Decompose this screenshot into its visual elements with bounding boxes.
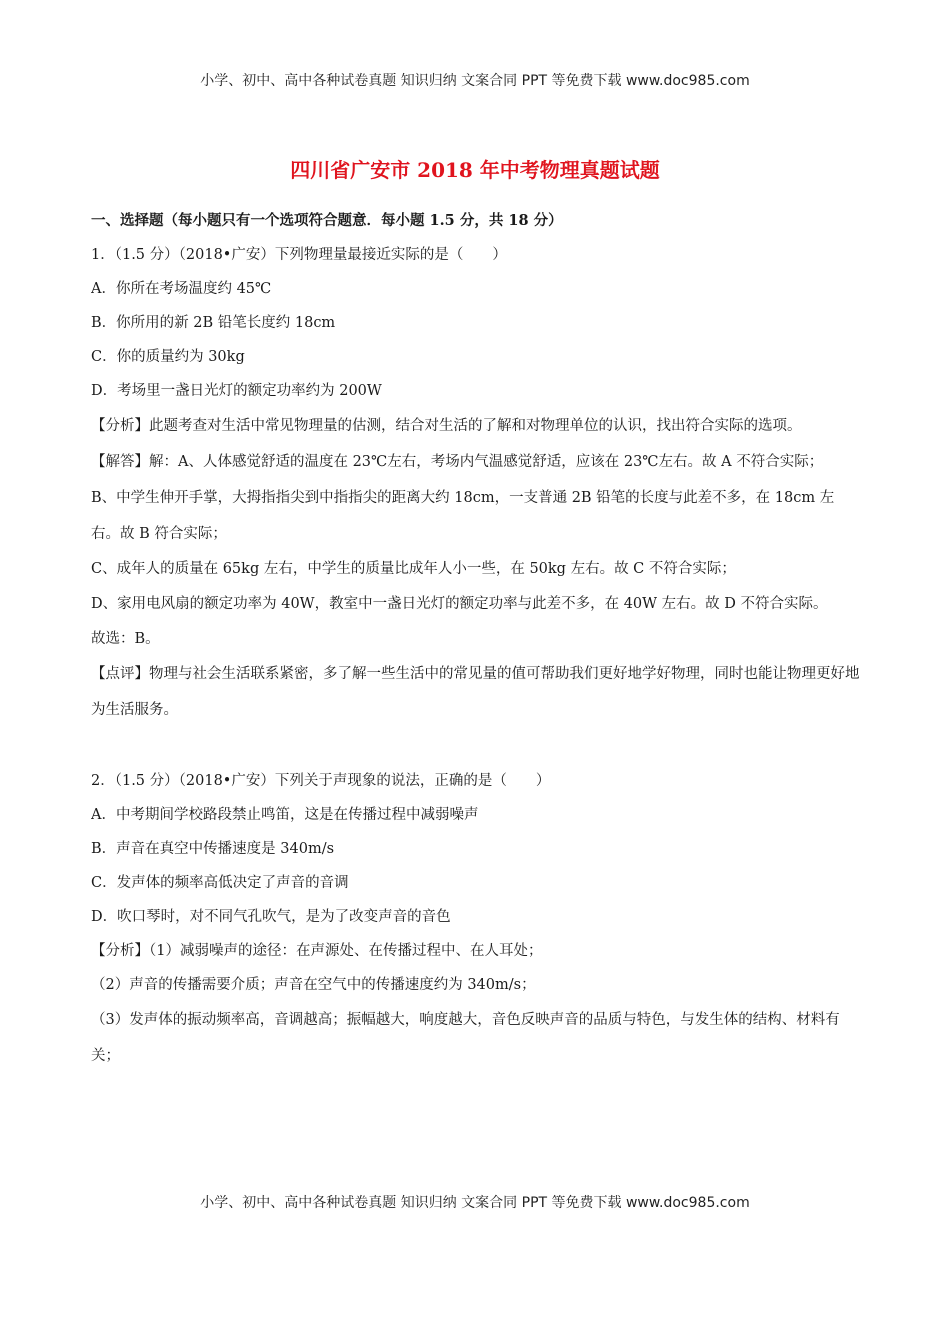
question-1-comment: 【点评】物理与社会生活联系紧密，多了解一些生活中的常见量的值可帮助我们更好地学好物理，同时也能让物理更好地为生活服务。 — [91, 666, 860, 718]
question-1-stem: 1．（1.5 分）（2018•广安）下列物理量最接近实际的是（ ） — [91, 247, 507, 263]
page-header: 小学、初中、高中各种试卷真题 知识归纳 文案合同 PPT 等免费下载 www.doc985.com — [200, 73, 750, 89]
question-1-solution-b: B、中学生伸开手掌，大拇指指尖到中指指尖的距离大约 18cm，一支普通 2B 铅笔的长度与此差不多，在 18cm 左右。故 B 符合实际； — [91, 490, 835, 542]
question-2-stem: 2．（1.5 分）（2018•广安）下列关于声现象的说法，正确的是（ ） — [91, 773, 551, 789]
page-footer: 小学、初中、高中各种试卷真题 知识归纳 文案合同 PPT 等免费下载 www.doc985.com — [200, 1195, 750, 1211]
question-1-solution-d: D、家用电风扇的额定功率为 40W，教室中一盏日光灯的额定功率与此差不多，在 40W 左右。故 D 不符合实际。 — [91, 596, 828, 612]
question-2-option-c: C．发声体的频率高低决定了声音的音调 — [91, 875, 349, 891]
question-1-option-b: B．你所用的新 2B 铅笔长度约 18cm — [91, 315, 336, 331]
document-body — [91, 204, 861, 1074]
question-1-solution-c: C、成年人的质量在 65kg 左右，中学生的质量比成年人小一些，在 50kg 左右。故 C 不符合实际； — [91, 561, 736, 577]
page-title: 四川省广安市 2018 年中考物理真题试题 — [290, 158, 660, 182]
question-1-option-c: C．你的质量约为 30kg — [91, 349, 245, 365]
question-1-solution: 【解答】解：A、人体感觉舒适的温度在 23℃左右，考场内气温感觉舒适，应该在 23℃左右。故 A 不符合实际； — [91, 454, 824, 470]
question-2-option-d: D．吹口琴时，对不同气孔吹气，是为了改变声音的音色 — [91, 909, 451, 925]
question-2-analysis-2: （2）声音的传播需要介质；声音在空气中的传播速度约为 340m/s； — [91, 977, 536, 993]
spacer — [91, 728, 861, 764]
question-1-option-a: A．你所在考场温度约 45℃ — [91, 281, 272, 297]
question-2-analysis-3: （3）发声体的振动频率高，音调越高；振幅越大，响度越大，音色反映声音的品质与特色，与发生体的结构、材料有关； — [91, 1012, 840, 1064]
question-2-option-a: A．中考期间学校路段禁止鸣笛，这是在传播过程中减弱噪声 — [91, 807, 479, 823]
question-1-option-d: D．考场里一盏日光灯的额定功率约为 200W — [91, 383, 382, 399]
question-1-analysis: 【分析】此题考查对生活中常见物理量的估测，结合对生活的了解和对物理单位的认识，找出符合实际的选项。 — [91, 418, 802, 434]
question-2-analysis-1: 【分析】（1）减弱噪声的途径：在声源处、在传播过程中、在人耳处； — [91, 943, 543, 959]
question-1-answer: 故选：B。 — [91, 631, 160, 647]
question-2-option-b: B．声音在真空中传播速度是 340m/s — [91, 841, 335, 857]
section-heading: 一、选择题（每小题只有一个选项符合题意．每小题 1.5 分，共 18 分） — [91, 212, 563, 229]
